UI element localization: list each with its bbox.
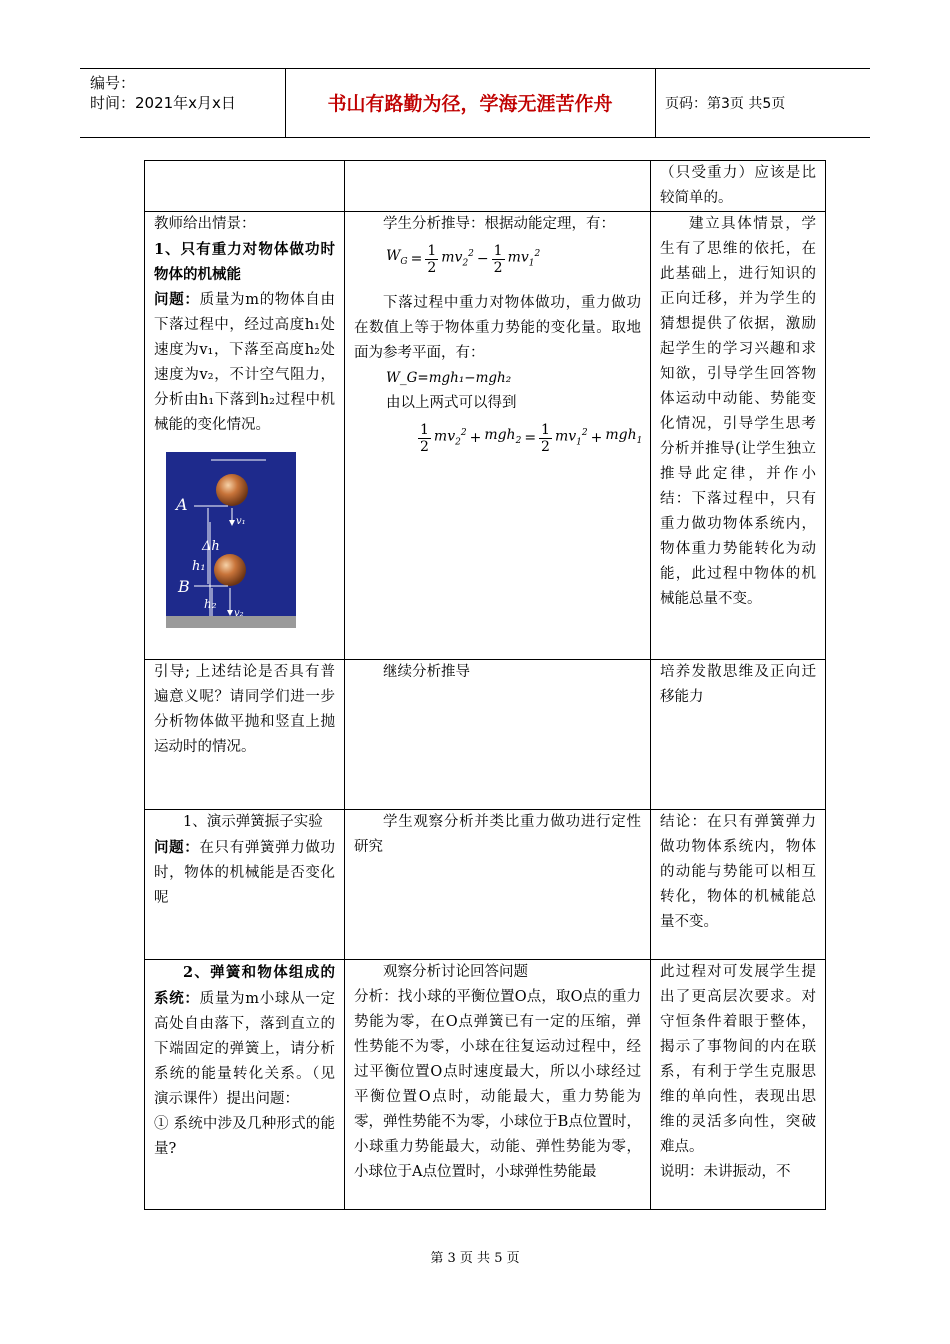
label-h2: h₂ [204, 597, 217, 611]
table-cell [145, 810, 345, 960]
formula-text: 1 [427, 242, 437, 259]
formula-text: 2 [534, 248, 541, 259]
note-text: 说明：未讲振动，不 [660, 1164, 791, 1180]
label-b: B [178, 577, 190, 596]
label-a: A [176, 495, 188, 514]
fraction [539, 422, 552, 455]
ball-a [216, 474, 248, 506]
table-cell [651, 161, 826, 212]
formula-text: mgh [605, 426, 637, 443]
table-cell [651, 212, 826, 660]
formula-text: 2 [420, 438, 429, 455]
formula-text: 1 [541, 421, 550, 438]
formula-text: 2 [541, 438, 550, 455]
formula-text: mv [433, 428, 456, 445]
cell-text: 继续分析推导 [383, 664, 470, 680]
cell-text: 建立具体情景，学生有了思维的依托，在此基础上，进行知识的正向迁移，并为学生的猜想提供了依据，激励起学生的学习兴趣和求知欲，引导学生回答物体运动中动能、势能变化情况，引导学生思考分析并推导(让学生独立推导此定律，并作小结：下落过程中，只有重力做功物体系统内，物体重力势能转化为动能，此过程中物体的机械能总量不变。 [660, 216, 816, 607]
formula-text: 1 [636, 435, 643, 446]
table-cell [651, 660, 826, 810]
table-row [145, 161, 826, 212]
formula-text: 2 [462, 258, 469, 269]
formula-text: 2 [515, 435, 522, 446]
header-divider [655, 69, 656, 137]
formula-text: 1 [576, 437, 582, 448]
ball-b [214, 554, 246, 586]
table-row [145, 810, 826, 960]
formula-text: mv [441, 249, 463, 266]
cell-text: （只受重力）应该是比较简单的。 [660, 165, 816, 206]
section-title: 2、弹簧和物体组成的系统： [154, 964, 335, 1007]
formula-text: 2 [455, 437, 461, 448]
lesson-table [144, 160, 826, 1210]
formula-text: mgh [484, 426, 516, 443]
table-row [145, 660, 826, 810]
header-page-code: 页码：第3页 共5页 [665, 96, 786, 112]
formula-text: 1 [420, 421, 429, 438]
question-1: ① 系统中涉及几种形式的能量? [154, 1116, 335, 1157]
cell-text: 培养发散思维及正向迁移能力 [660, 664, 816, 705]
cell-text: 观察分析讨论回答问题 [383, 964, 528, 980]
formula-text: 2 [460, 427, 467, 438]
cell-text: 结论：在只有弹簧弹力做功物体系统内，物体的动能与势能可以相互转化，物体的机械能总量不变。 [660, 814, 816, 930]
page-header [80, 68, 870, 138]
cell-text: 引导; 上述结论是否具有普遍意义呢？请同学们进一步分析物体做平抛和竖直上抛运动时的情况。 [154, 664, 335, 755]
label-v2: v₂ [234, 608, 244, 619]
section-title: 1、只有重力对物体做功时物体的机械能 [154, 241, 335, 283]
problem-text: 质量为m的物体自由下落过程中，经过高度h₁处速度为v₁，下落至高度h₂处速度为v₂，不计空气阻力，分析由h₁下落到h₂过程中机械能的变化情况。 [154, 292, 336, 433]
formula-text: 2 [427, 259, 437, 276]
table-cell [345, 161, 651, 212]
formula-text: 2 [581, 427, 588, 438]
section-title: 1、演示弹簧振子实验 [183, 814, 323, 830]
formula-gravity-work: W_G=mgh₁−mgh₂ [386, 370, 512, 386]
header-date: 时间：2021年x月x日 [90, 94, 236, 112]
formula-text: 1 [493, 242, 503, 259]
teacher-intro: 教师给出情景： [154, 216, 256, 232]
table-cell [651, 810, 826, 960]
fraction [492, 243, 505, 276]
table-row [145, 960, 826, 1210]
formula-text: 2 [493, 259, 503, 276]
formula-text: G [400, 256, 408, 267]
cell-text: 学生观察分析并类比重力做功进行定性研究 [354, 814, 641, 855]
problem-text: 质量为m小球从一定高处自由落下，落到直立的下端固定的弹簧上，请分析系统的能量转化关系。（见演示课件）提出问题： [154, 991, 336, 1107]
problem-label: 问题： [154, 291, 200, 308]
formula-text: mv [554, 428, 577, 445]
label-dh: Δh [202, 539, 220, 554]
formula-text: 2 [468, 248, 474, 259]
table-cell [345, 810, 651, 960]
table-row [145, 212, 826, 660]
derivation-conclusion: 由以上两式可以得到 [386, 395, 517, 411]
fraction [425, 243, 438, 276]
header-motto: 书山有路勤为径，学海无涯苦作舟 [327, 93, 613, 115]
formula-work-energy: $W_G$ = $\frac{1}{2}$ $mv_2^2$ − $\frac{1}{2}$ $mv_1^2$ [386, 242, 541, 276]
header-meta [90, 73, 236, 113]
ground [166, 616, 296, 628]
formula-text: mv [507, 249, 529, 266]
derivation-intro: 学生分析推导：根据动能定理，有： [383, 216, 615, 232]
falling-ball-figure [166, 452, 296, 628]
table-cell [145, 212, 345, 660]
formula-text: W [386, 247, 401, 264]
analysis-text: 分析：找小球的平衡位置O点，取O点的重力势能为零，在O点弹簧已有一定的压缩，弹性势能不为零，小球在往复运动过程中，经过平衡位置O点时速度最大，所以小球经过平衡位置O点时，动能最大，重力势能为零，弹性势能不为零，小球位于B点位置时，小球重力势能最大，动能、弹性势能为零，小球位于A点位置时，小球弹性势能最 [354, 989, 641, 1180]
cell-text: 此过程对可发展学生提出了更高层次要求。对守恒条件着眼于整体，揭示了事物间的内在联系，有利于学生克服思维的单向性，表现出思维的灵活多向性，突破难点。 [660, 964, 816, 1155]
table-cell [345, 660, 651, 810]
fraction [418, 422, 431, 455]
table-cell [651, 960, 826, 1210]
derivation-paragraph: 下落过程中重力对物体做功，重力做功在数值上等于物体重力势能的变化量。取地面为参考平面，有： [354, 295, 641, 361]
page-footer: 第 3 页 共 5 页 [430, 1251, 520, 1266]
label-h1: h₁ [192, 559, 206, 574]
table-cell [145, 161, 345, 212]
formula-conservation: $\frac{1}{2}$ $mv_2^2$ + mgh$_2$ = $\frac{1}{2}$ $mv_1^2$ + mgh$_1$ [420, 421, 643, 455]
table-cell [145, 660, 345, 810]
table-cell [345, 960, 651, 1210]
label-v1: v₁ [236, 516, 246, 527]
table-cell [145, 960, 345, 1210]
table-cell [345, 212, 651, 660]
header-number-label: 编号： [90, 74, 136, 92]
problem-label: 问题： [154, 839, 200, 856]
formula-text: 1 [528, 258, 535, 269]
problem-text: 在只有弹簧弹力做功时，物体的机械能是否变化呢 [154, 840, 336, 906]
